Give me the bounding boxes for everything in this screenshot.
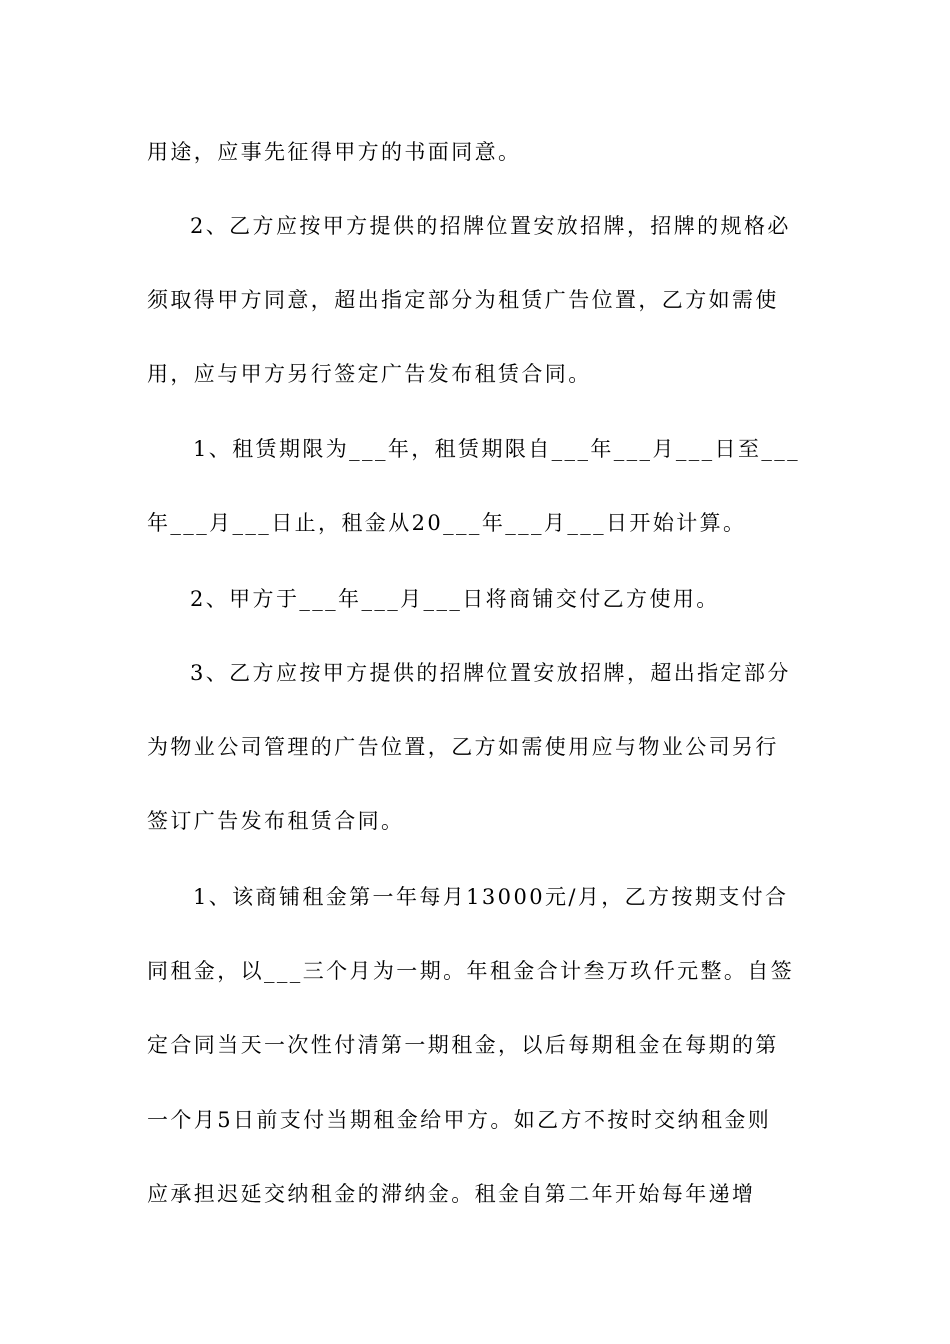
paragraph-line: 一个月5日前支付当期租金给甲方。如乙方不按时交纳租金则: [147, 1108, 772, 1132]
paragraph-line: 1、租赁期限为___年，租赁期限自___年___月___日至___: [193, 437, 801, 461]
paragraph-line: 3、乙方应按甲方提供的招牌位置安放招牌，超出指定部分: [190, 661, 791, 685]
paragraph-line: 2、乙方应按甲方提供的招牌位置安放招牌，招牌的规格必: [190, 214, 791, 238]
paragraph-line: 年___月___日止，租金从20___年___月___日开始计算。: [147, 511, 747, 535]
paragraph-line: 同租金，以___三个月为一期。年租金合计叁万玖仟元整。自签: [147, 959, 795, 983]
paragraph-line: 定合同当天一次性付清第一期租金，以后每期租金在每期的第: [147, 1033, 779, 1057]
paragraph-line: 须取得甲方同意，超出指定部分为租赁广告位置，乙方如需使: [147, 288, 779, 312]
paragraph-line: 用，应与甲方另行签定广告发布租赁合同。: [147, 362, 592, 386]
paragraph-line: 1、该商铺租金第一年每月13000元/月，乙方按期支付合: [193, 885, 789, 909]
paragraph-line: 签订广告发布租赁合同。: [147, 809, 405, 833]
paragraph-line: 用途，应事先征得甲方的书面同意。: [147, 140, 522, 164]
paragraph-line: 为物业公司管理的广告位置，乙方如需使用应与物业公司另行: [147, 735, 779, 759]
paragraph-line: 2、甲方于___年___月___日将商铺交付乙方使用。: [190, 587, 720, 611]
paragraph-line: 应承担迟延交纳租金的滞纳金。租金自第二年开始每年递增: [147, 1182, 756, 1206]
